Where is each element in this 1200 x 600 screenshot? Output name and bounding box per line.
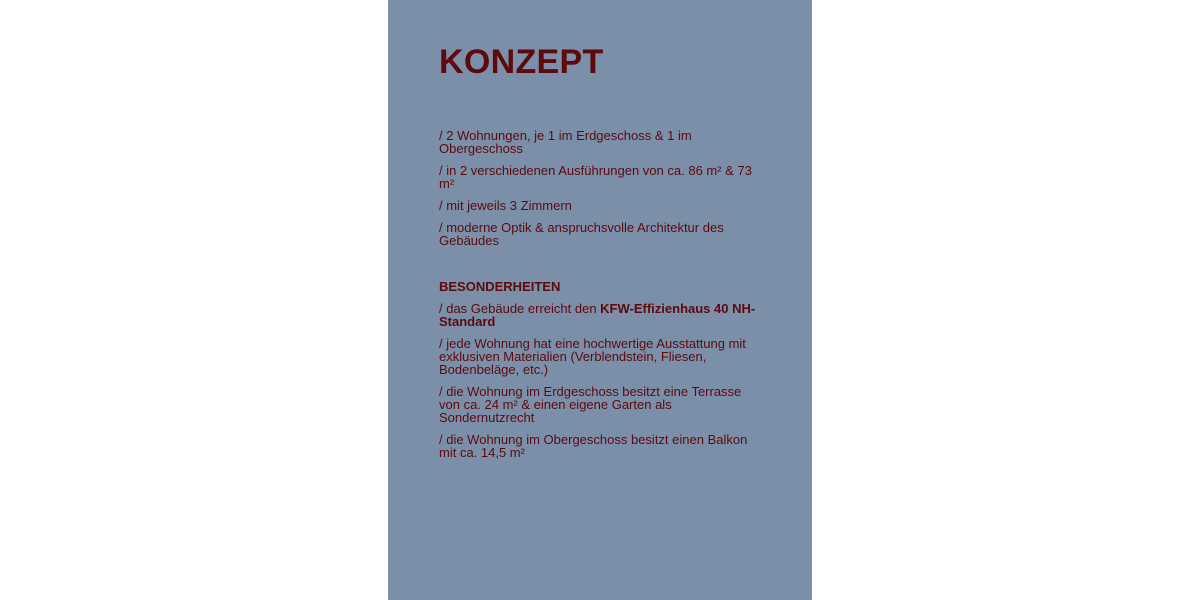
feature-item-highlight: KFW-Effizienhaus 40 NH-Standard <box>439 301 756 329</box>
features-heading: BESONDERHEITEN <box>439 279 561 294</box>
concept-list <box>439 129 759 247</box>
feature-item: / die Wohnung im Erdgeschoss besitzt eine Terrasse von ca. 24 m² & einen eigene Garten als Sondernutzrecht <box>439 384 742 425</box>
concept-item: / in 2 verschiedenen Ausführungen von ca. 86 m² & 73 m² <box>439 163 752 191</box>
content-panel <box>388 0 812 600</box>
feature-item: / jede Wohnung hat eine hochwertige Ausstattung mit exklusiven Materialien (Verblendstein, Fliesen, Bodenbeläge, etc.) <box>439 336 746 377</box>
content-area <box>439 42 759 468</box>
features-list <box>439 302 759 459</box>
feature-item-text: / das Gebäude erreicht den <box>439 301 601 316</box>
page-title: KONZEPT <box>439 43 604 81</box>
feature-item: / die Wohnung im Obergeschoss besitzt einen Balkon mit ca. 14,5 m² <box>439 432 748 460</box>
concept-item: / moderne Optik & anspruchsvolle Architektur des Gebäudes <box>439 220 724 248</box>
concept-item: / mit jeweils 3 Zimmern <box>439 198 572 213</box>
concept-item: / 2 Wohnungen, je 1 im Erdgeschoss & 1 im Obergeschoss <box>439 128 692 156</box>
feature-item <box>439 302 759 328</box>
